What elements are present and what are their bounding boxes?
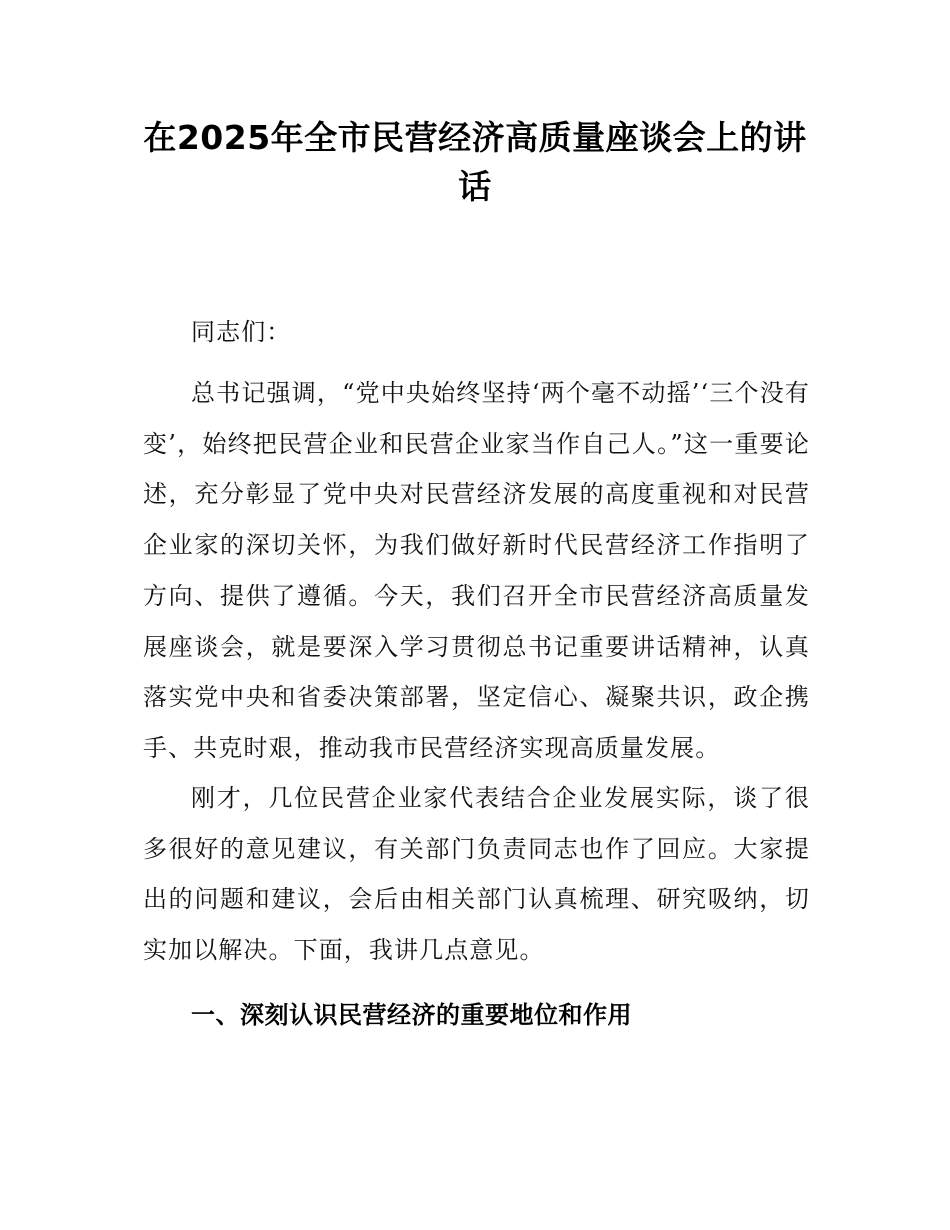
section-heading: 一、深刻认识民营经济的重要地位和作用 [191,1001,632,1029]
document-title: 在2025年全市民营经济高质量座谈会上的讲话 [143,118,807,206]
paragraph-2: 刚才，几位民营企业家代表结合企业发展实际，谈了很多很好的意见建议，有关部门负责同志也作了回应。大家提出的问题和建议，会后由相关部门认真梳理、研究吸纳，切实加以解决。下面，我讲几点意见。 [143,784,810,965]
paragraph-1: 总书记强调，“党中央始终坚持‘两个毫不动摇’‘三个没有变’，始终把民营企业和民营企业家当作自己人。”这一重要论述，充分彰显了党中央对民营经济发展的高度重视和对民营企业家的深切关怀，为我们做好新时代民营经济工作指明了方向、提供了遵循。今天，我们召开全市民营经济高质量发展座谈会，就是要深入学习贯彻总书记重要讲话精神，认真落实党中央和省委决策部署，坚定信心、凝聚共识，政企携手、共克时艰，推动我市民营经济实现高质量发展。 [143,379,810,762]
salutation: 同志们： [191,318,292,346]
